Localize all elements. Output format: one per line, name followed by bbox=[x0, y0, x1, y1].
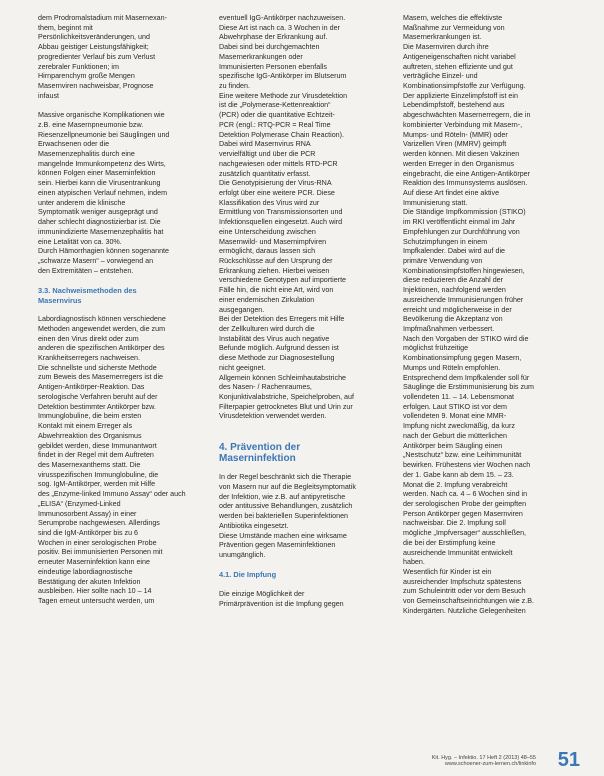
paragraph-vaccination-details: Masern, welches die effektivste Maßnahme zur Vermeidung von Masernerkrankungen ist. Die Masernviren durch ihre Antigeneigenschaften nicht variabel auftreten, stehen effiziente und gut verträgliche Einzel- und Kombinationsimpfstoffe zur Verfügung. Der applizierte Einzelimpfstoff ist ein Lebendimpfstoff, bestehend aus abgeschwächten Masernerregern, die in kombinierter Verbindung mit Masern-, Mumps- und Röteln- (MMR) oder Varizellen Viren (MMRV) geimpft werden können. Mit diesen Vakzinen werden Erreger in den Organismus eingebracht, die eine Antigen-Antikörper Reaktion des Immunsystems auslösen. Auf diese Art findet eine aktive Immunisierung statt. Die Ständige Impfkommission (STIKO) im RKI veröffentlicht einmal im Jahr Empfehlungen zur Durchführung von Schutzimpfungen in einem Impfkalender. Dabei wird auf die primäre Verwendung von Kombinationsimpfstoffen hingewiesen, diese reduzieren die Anzahl der Injektionen, nachfolgend werden ausreichende Immunisierungen früher erreicht und möglicherweise in der Bevölkerung die Akzeptanz von Impfmaßnahmen verbessert. Nach den Vorgaben der STIKO wird die möglichst frühzeitige Kombinationsimpfung gegen Masern, Mumps und Röteln empfohlen. Entsprechend dem Impfkalender soll für Säuglinge die Erstimmunisierung bis zum vollendeten 11. – 14. Lebensmonat erfolgen. Laut STIKO ist vor dem vollendeten 9. Monat eine MMR- Impfung nicht zweckmäßig, da kurz nach der Geburt die mütterlichen Antikörper beim Säugling einen „Nestschutz“ bzw. eine Leihimmunität bewirken. Frühestens vier Wochen nach der 1. Gabe kann ab dem 15. – 23. Monat die 2. Impfung verabreicht werden. Nach ca. 4 – 6 Wochen sind in der serologischen Probe der geimpften Person Antikörper gegen Masernviren nachweisbar. Die 2. Impfung soll mögliche „Impfversager“ ausschließen, die bei der Erstimpfung keine ausreichende Immunität entwickelt haben. Wesentlich für Kinder ist ein ausreichender Impfschutz spätestens zum Schuleintritt oder vor dem Besuch von Gemeinschaftseinrichtungen wie z.B. Kindergärten. Nutzliche Gelegenheiten bbox=[403, 14, 534, 615]
section-heading-vaccination: 4.1. Die Impfung bbox=[219, 570, 277, 580]
section-heading-detection-methods: 3.3. Nachweismethoden des Masernvirus bbox=[38, 286, 137, 305]
paragraph-lab-diagnostics: Labordiagnostisch können verschiedene Methoden angewendet werden, die zum einen den Virus direkt oder zum anderen die spezifischen Antikörper des Krankheitserregers nachweisen. Die schnellste und sicherste Methode zum Beweis des Masernerregers ist die Antigen-Antikörper-Reaktion. Das serologische Verfahren beruht auf der Detektion bestimmter Antikörper bzw. Immunglobuline, die beim ersten Kontakt mit einem Erreger als Abwehrreaktion des Organismus gebildet werden, diese Immunantwort findet in der Regel mit dem Auftreten des Masernexanthems statt. Die virusspezifischen Immunglobuline, die sog. IgM-Antikörper, werden mit Hilfe des „Enzyme-linked Immuno Assay“ oder auch „ELISA“ (Enzymed-Linked Immunosorbent Assay) in einer Serumprobe nachgewiesen. Allerdings sind die IgM-Antikörper bis zu 6 Wochen in einer serologischen Probe positiv. Bei immunisierten Personen mit erneuter Maserninfektion kann eine eindeutige labordiagnostische Bestätigung der akuten Infektion ausbleiben. Hier sollte nach 10 – 14 Tagen erneut untersucht werden, um bbox=[38, 315, 186, 605]
text-column-right bbox=[403, 14, 578, 742]
page-number: 51 bbox=[557, 749, 580, 771]
text-column-left bbox=[38, 14, 204, 752]
paragraph-complications: Massive organische Komplikationen wie z.B. eine Masernpneumonie bzw. Riesenzellpneumonie bei Säuglingen und Erwachsenen oder die Masernenzephalitis durch eine mangelnde Immunkompetenz des Wirts, können Folgen einer Maserninfektion sein. Hierbei kann die Virusentrankung einen atypischen Verlauf nehmen, indem unter anderem die klinische Symptomatik weniger ausgeprägt und daher schlecht diagnostizierbar ist. Die immunindizierte Masernenzephalitis hat eine Letalität von ca. 30%. Durch Hämorrhagien können sogenannte „schwarze Masern“ – vorwiegend an den Extremitäten – entstehen. bbox=[38, 111, 170, 275]
journal-citation: Kit. Hyg. – Infektio. 17 Heft 2 (2013) 48–55 bbox=[431, 755, 536, 761]
paragraph-sspe-description: dem Prodromalstadium mit Masernexan- them, beginnt mit Persönlichkeitsveränderungen, und Abbau geistiger Leistungsfähigkeit; progredienter Verlauf bis zum Verlust zerebraler Funktionen; im Hirnparenchym große Mengen Masernviren nachweisbar, Prognose infaust bbox=[38, 14, 167, 100]
chapter-heading-prevention: 4. Prävention der Maserninfektion bbox=[219, 441, 301, 464]
paragraph-therapy: In der Regel beschränkt sich die Therapie von Masern nur auf die Begleitsymptomatik der Infektion, wie z.B. auf antipyretische oder antitussive Behandlungen, zusätzlich werden bei bakteriellen Superinfektionen Antibiotika eingesetzt. Diese Umstände machen eine wirksame Prävention gegen Maserninfektionen unumgänglich. bbox=[219, 473, 356, 559]
text-column-middle bbox=[219, 14, 389, 752]
paragraph-pcr-methods: eventuell IgG-Antikörper nachzuweisen. Diese Art ist nach ca. 3 Wochen in der Abwehrphase der Erkrankung auf. Dabei sind bei durchgemachten Masernerkrankungen oder Immunisierten Personen ebenfalls spezifische IgG-Antikörper im Blutserum zu finden. Eine weitere Methode zur Virusdetektion ist die „Polymerase-Kettenreaktion“ (PCR) oder die quantitative Echtzeit- PCR (engl.: RTQ-PCR = Real Time Detektion Polymerase Chain Reaction). Dabei wird Masernvirus RNA vervielfältigt und über die PCR nachgewiesen oder mittels RTD-PCR zusätzlich quantitativ erfasst. Die Genotypisierung der Virus-RNA erfolgt über eine weitere PCR. Diese Klassifikation des Virus wird zur Ermittlung von Transmissionsorten und Infektionsquellen eingesetzt. Auch wird eine Unterscheidung zwischen Masernwild- und Masernimpfviren ermöglicht, daraus lassen sich Rückschlüsse auf den Ursprung der Erkrankung ziehen. Hierbei weisen verschiedene Genotypen auf importierte Fälle hin, die nicht eine Art, wird von einer endemischen Zirkulation ausgegangen. Bei der Detektion des Erregers mit Hilfe der Zellkulturen wird durch die Instabilität des Virus auch negative Befunde möglich. Aufgrund dessen ist diese Methode zur Diagnosestellung nicht geeignet. Allgemein können Schleimhautabstriche des Nasen- / Rachenraumes, Konjunktivalabstriche, Speichelproben, auf Filterpapier getrocknetes Blut und Urin zur Virusdetektion verwendet werden. bbox=[219, 14, 354, 421]
paragraph-primary-prevention: Die einzige Möglichkeit der Primärprävention ist die Impfung gegen bbox=[219, 589, 344, 608]
page-footer bbox=[384, 750, 584, 770]
footer-url: www.schoener-zum-lernen.ch/linkinfo bbox=[444, 761, 536, 767]
